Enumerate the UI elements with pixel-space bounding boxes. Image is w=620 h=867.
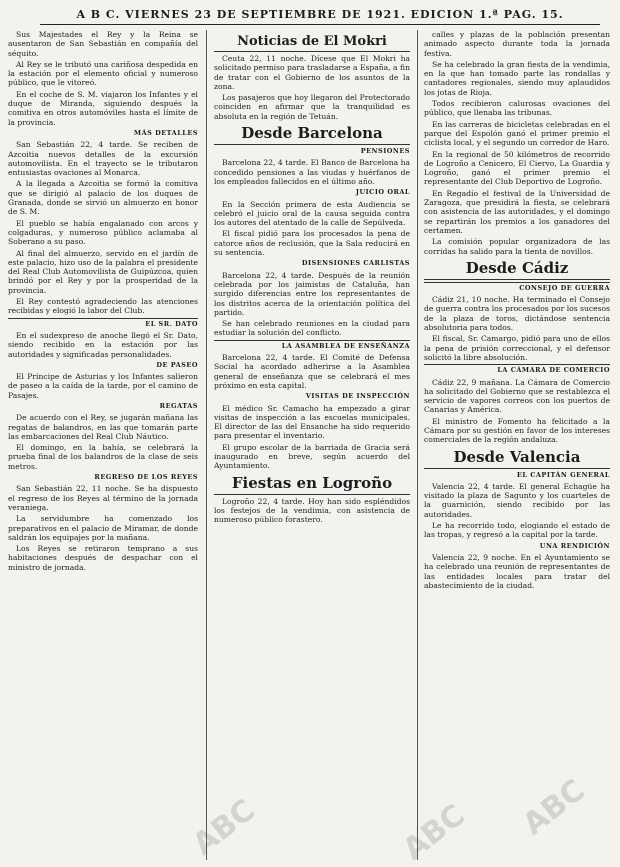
subheading: MÁS DETALLES: [133, 128, 198, 137]
paragraph: Valencia 22, 9 noche. En el Ayuntamiento se ha celebrado una reunión de representantes de las entidades locales para tratar del abastecimiento de la ciudad.: [424, 552, 610, 590]
column-rule: [206, 30, 207, 860]
paragraph: Los Reyes se retiraron temprano a sus habitaciones después de despachar con el ministro de jornada.: [8, 544, 198, 572]
paragraph: Valencia 22, 4 tarde. El general Echagüe ha visitado la plaza de Sagunto y los cuarteles de la guarnición, siendo recibido por las autoridades.: [424, 481, 610, 519]
paragraph: Le ha recorrido todo, elogiando el estado de las tropas, y regresó a la capital por la tarde.: [424, 521, 610, 540]
abc-watermark: ABC: [396, 797, 472, 867]
paragraph: El fiscal, Sr. Camargo, pidió para uno de ellos la pena de prisión correccional, y el defensor solicitó la libre absolución.: [424, 334, 610, 362]
section-heading: Desde Barcelona: [214, 125, 410, 145]
section-heading: Noticias de El Mokri: [214, 34, 410, 52]
paragraph: Logroño 22, 4 tarde. Hoy han sido espléndidos los festejos de la vendimia, con asistencia de numeroso público forastero.: [214, 496, 410, 525]
paragraph: El pueblo se había engalanado con arcos y colgaduras, y numeroso público aclamaba al Soberano a su paso.: [8, 218, 198, 247]
paragraph: En las carreras de bicicletas celebradas en el parque del Espolón ganó el primer premio el ciclista local, y el segundo un corredor de Haro.: [424, 119, 610, 148]
subheading: VISITAS DE INSPECCIÓN: [305, 392, 410, 401]
section-heading: Desde Cádiz: [424, 260, 610, 280]
paragraph: El médico Sr. Camacho ha empezado a girar visitas de inspección a las escuelas municipales. El director de las del Ensanche ha sido requerido para presentar el inventario.: [214, 403, 410, 441]
page-masthead: A B C. VIERNES 23 DE SEPTIEMBRE DE 1921. EDICION 1.ª PAG. 15.: [40, 6, 600, 25]
paragraph: El Príncipe de Asturias y los Infantes salieron de paseo a la caída de la tarde, por el camino de Pasajes.: [8, 372, 198, 400]
subheading: LA CÁMARA DE COMERCIO: [424, 364, 610, 375]
paragraph: Barcelona 22, 4 tarde. Después de la reunión celebrada por los jaimistas de Cataluña, han surgido diferencias entre los representantes de los distritos acerca de la orientación política del partido.: [214, 270, 410, 317]
subheading: DE PASEO: [156, 360, 198, 369]
subheading: LA ASAMBLEA DE ENSEÑANZA: [214, 340, 410, 351]
paragraph: Al final del almuerzo, servido en el jardín de este palacio, hizo uso de la palabra el presidente del Real Club Automovilista de Guipúzcoa, quien brindó por el Rey y por la prosperidad de la provincia.: [8, 248, 198, 295]
column-1: [8, 30, 198, 860]
paragraph: La servidumbre ha comenzado los preparativos en el palacio de Miramar, de donde saldrán los equipajes por la mañana.: [8, 514, 198, 542]
paragraph: San Sebastián 22, 11 noche. Se ha dispuesto el regreso de los Reyes al término de la jornada veraniega.: [8, 484, 198, 512]
section-heading: Desde Valencia: [424, 449, 610, 469]
subheading: PENSIONES: [360, 147, 410, 156]
abc-watermark: ABC: [516, 772, 592, 843]
column-3: [424, 30, 610, 860]
paragraph: Todos recibieron calurosas ovaciones del público, que llenaba las tribunas.: [424, 99, 610, 118]
paragraph: San Sebastián 22, 4 tarde. Se reciben de Azcoitia nuevos detalles de la excursión automovilista. En el trayecto se le tributaron entusiastas ovaciones al Monarca.: [8, 140, 198, 178]
paragraph: El Rey contestó agradeciendo las atenciones recibidas y elogió la labor del Club.: [8, 297, 198, 316]
paragraph: Se han celebrado reuniones en la ciudad para estudiar la solución del conflicto.: [214, 319, 410, 338]
paragraph: Cádiz 22, 9 mañana. La Cámara de Comercio ha solicitado del Gobierno que se restablezca el servicio de vapores correos con los puertos de Canarias y América.: [424, 377, 610, 415]
paragraph: Al Rey se le tributó una cariñosa despedida en la estación por el elemento oficial y numeroso público, que le vitoreó.: [8, 59, 198, 88]
paragraph: La comisión popular organizadora de las corridas ha salido para la tienta de novillos.: [424, 237, 610, 256]
paragraph: De acuerdo con el Rey, se jugarán mañana las regatas de balandros, en las que tomarán parte las embarcaciones del Real Club Náutico.: [8, 413, 198, 441]
subheading: REGRESO DE LOS REYES: [94, 473, 198, 482]
paragraph: Barcelona 22, 4 tarde. El Comité de Defensa Social ha acordado adherirse a la Asamblea general de enseñanza que se celebrará el mes próximo en esta capital.: [214, 353, 410, 390]
paragraph: En la regional de 50 kilómetros de recorrido de Logroño a Cenicero, El Ciervo, La Guardia y Logroño, ganó el primer premio el representante del Club Deportivo de Logroño.: [424, 149, 610, 187]
section-heading: Fiestas en Logroño: [214, 475, 410, 495]
paragraph: El ministro de Fomento ha felicitado a la Cámara por su gestión en favor de los intereses comerciales de la región andaluza.: [424, 416, 610, 445]
paragraph: En el sudexpreso de anoche llegó el Sr. Dato, siendo recibido en la estación por las autoridades y significadas personalidades.: [8, 330, 198, 359]
paragraph: Sus Majestades el Rey y la Reina se ausentaron de San Sebastián en compañía del séquito.: [8, 30, 198, 58]
paragraph: El domingo, en la bahía, se celebrará la prueba final de los balandros de la clase de seis metros.: [8, 443, 198, 471]
paragraph: Se ha celebrado la gran fiesta de la vendimia, en la que han tomado parte las rondallas y cantadores regionales, siendo muy aplaudidos los jotas de Rioja.: [424, 59, 610, 97]
paragraph: En Regadío el festival de la Universidad de Zaragoza, que presidirá la fiesta, se celebrará con asistencia de las autoridades, y el domingo se repartirán los premios a los ganadores del certamen.: [424, 188, 610, 235]
paragraph: Cádiz 21, 10 noche. Ha terminado el Consejo de guerra contra los procesados por los sucesos de la plaza de toros, dictándose sentencia absolutoria para todos.: [424, 295, 610, 333]
subheading: REGATAS: [159, 401, 198, 410]
paragraph: Los pasajeros que hoy llegaron del Protectorado coinciden en afirmar que la tranquilidad es absoluta en la región de Tetuán.: [214, 93, 410, 121]
paragraph: calles y plazas de la población presentan animado aspecto durante toda la jornada festiva.: [424, 30, 610, 58]
subheading: EL SR. DATO: [8, 318, 198, 329]
subheading: JUICIO ORAL: [355, 188, 410, 197]
abc-watermark: ABC: [186, 792, 262, 863]
paragraph: En el coche de S. M. viajaron los Infantes y el duque de Miranda, siguiendo después la comitiva en otros automóviles hasta el límite de la provincia.: [8, 89, 198, 127]
subheading: DISENSIONES CARLISTAS: [301, 259, 410, 268]
paragraph: Barcelona 22, 4 tarde. El Banco de Barcelona ha concedido pensiones a las viudas y huérfanos de los empleados fallecidos en el último año.: [214, 158, 410, 186]
column-2: [214, 30, 410, 860]
paragraph: A la llegada a Azcoitia se formó la comitiva que se dirigió al palacio de los duques de Granada, donde se sirvió un almuerzo en honor de S. M.: [8, 179, 198, 217]
subheading: CONSEJO DE GUERRA: [424, 282, 610, 293]
subheading: UNA RENDICIÓN: [539, 541, 610, 550]
column-rule: [417, 30, 418, 860]
paragraph: El grupo escolar de la barriada de Gracia será inaugurado en breve, según acuerdo del Ayuntamiento.: [214, 442, 410, 471]
subheading: EL CAPITÁN GENERAL: [516, 470, 610, 479]
paragraph: En la Sección primera de esta Audiencia se celebró el juicio oral de la causa seguida contra los autores del atentado de la calle de Sepúlveda.: [214, 199, 410, 228]
paragraph: Ceuta 22, 11 noche. Dícese que El Mokri ha solicitado permiso para trasladarse a España, a fin de tratar con el Gobierno de los asuntos de la zona.: [214, 54, 410, 91]
paragraph: El fiscal pidió para los procesados la pena de catorce años de reclusión, que la Sala reducirá en su sentencia.: [214, 229, 410, 258]
